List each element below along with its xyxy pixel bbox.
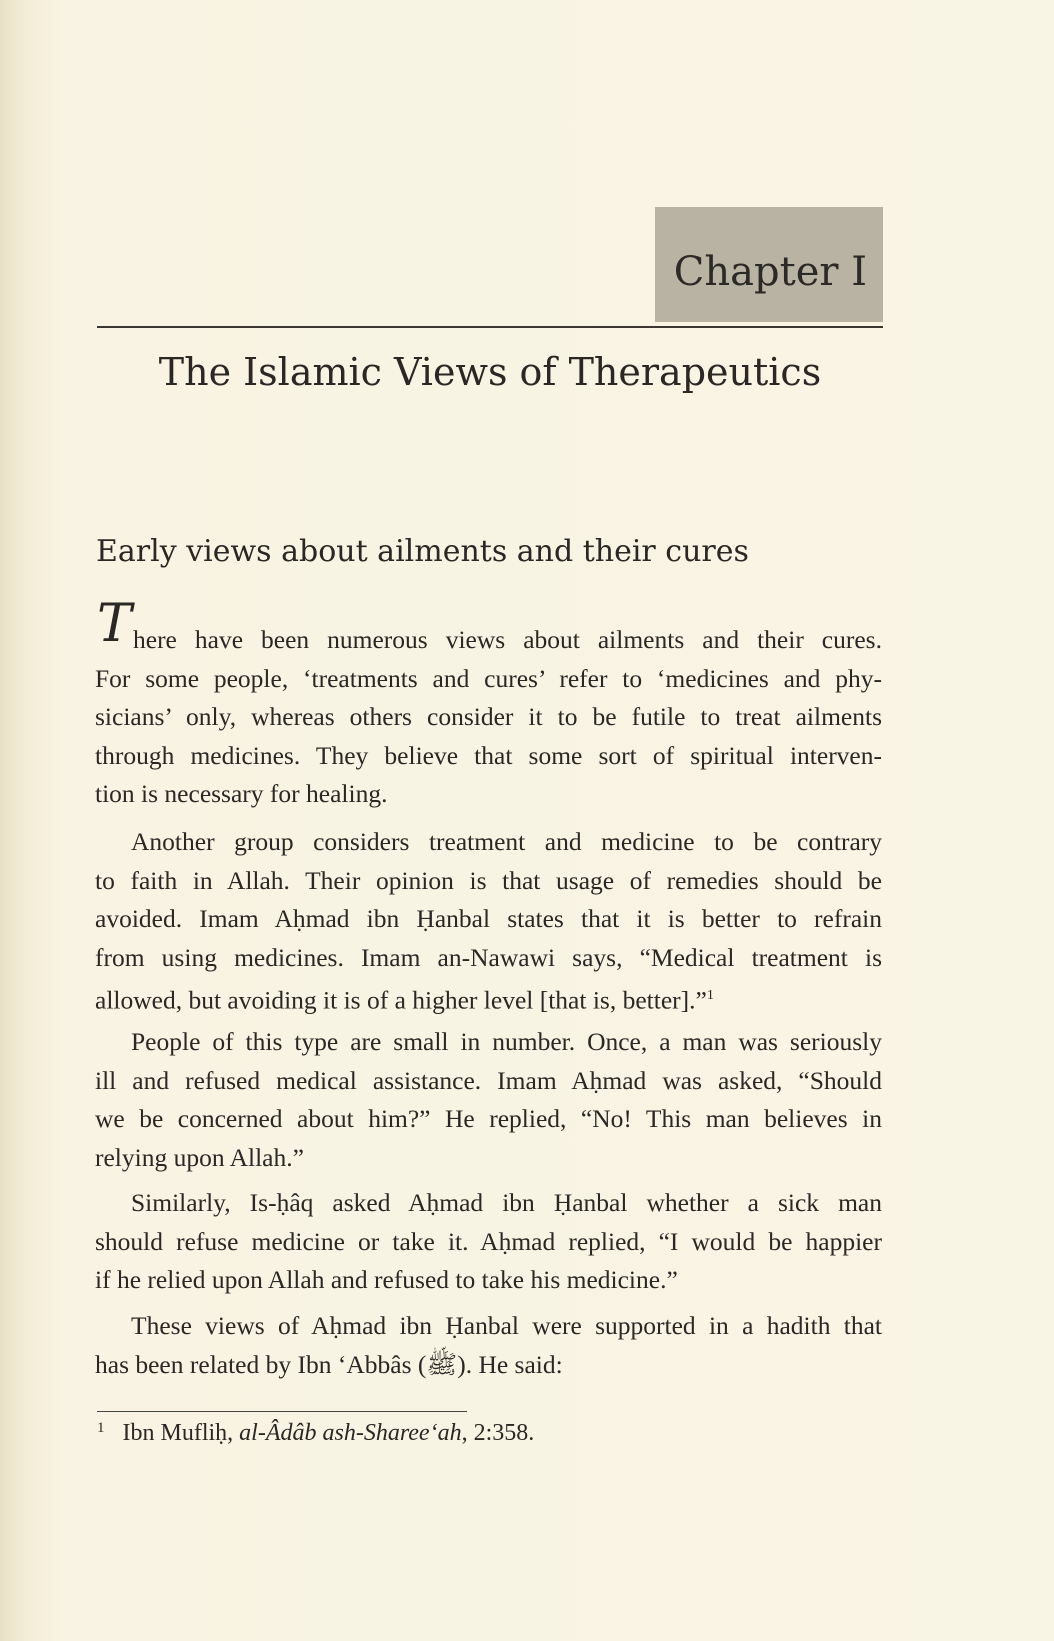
text-line: ill and refused medical assistance. Imam Aḥmad was asked, “Should <box>95 1065 882 1095</box>
text-line: Another group considers treatment and medicine to be contrary <box>131 827 882 856</box>
paragraph-5 <box>95 1307 882 1384</box>
footnote-rule <box>97 1411 467 1412</box>
text-line <box>95 977 882 1016</box>
drop-cap: T <box>97 594 132 654</box>
text-line: here have been numerous views about ailments and their cures. <box>133 625 882 654</box>
paragraph-4 <box>95 1184 882 1300</box>
footnote <box>97 1420 534 1447</box>
paragraph-1 <box>95 621 882 814</box>
text-line: Similarly, Is-ḥâq asked Aḥmad ibn Ḥanbal whether a sick man <box>131 1188 882 1217</box>
text-line: People of this type are small in number. Once, a man was seriously <box>131 1027 882 1056</box>
text-line: through medicines. They believe that some sort of spiritual interven- <box>95 740 882 770</box>
chapter-box <box>655 207 883 322</box>
text-line: if he relied upon Allah and refused to take his medicine.” <box>95 1265 678 1295</box>
text-line: For some people, ‘treatments and cures’ refer to ‘medicines and phy- <box>95 663 882 693</box>
text-line: we be concerned about him?” He replied, “No! This man believes in <box>95 1104 882 1134</box>
paragraph-2 <box>95 823 882 1016</box>
text-line: should refuse medicine or take it. Aḥmad replied, “I would be happier <box>95 1226 882 1256</box>
footnote-location: , 2:358. <box>461 1420 535 1446</box>
chapter-label: Chapter I <box>673 249 867 295</box>
header-rule <box>97 326 883 328</box>
footnote-number: 1 <box>97 1420 105 1436</box>
chapter-title: The Islamic Views of Therapeutics <box>158 350 822 394</box>
text-line: from using medicines. Imam an-Nawawi says, “Medical treatment is <box>95 942 882 972</box>
footnote-author: Ibn Mufliḥ, <box>122 1420 240 1446</box>
footnote-work: al-Âdâb ash-Sharee‘ah <box>239 1420 462 1446</box>
text-line: to faith in Allah. Their opinion is that usage of remedies should be <box>95 865 882 895</box>
text-line: These views of Aḥmad ibn Ḥanbal were supported in a hadith that <box>131 1311 882 1340</box>
paragraph-3 <box>95 1023 882 1177</box>
section-heading: Early views about ailments and their cures <box>96 534 749 569</box>
text-line: has been related by Ibn ‘Abbâs (ﷺ). He said: <box>95 1349 563 1379</box>
text-line: tion is necessary for healing. <box>95 779 388 809</box>
text-line: avoided. Imam Aḥmad ibn Ḥanbal states that it is better to refrain <box>95 904 882 934</box>
text-line-content: allowed, but avoiding it is of a higher level [that is, better].” <box>95 985 707 1015</box>
text-line: relying upon Allah.” <box>95 1142 304 1172</box>
text-line: sicians’ only, whereas others consider it to be futile to treat ailments <box>95 702 882 732</box>
footnote-ref: 1 <box>706 988 714 1004</box>
